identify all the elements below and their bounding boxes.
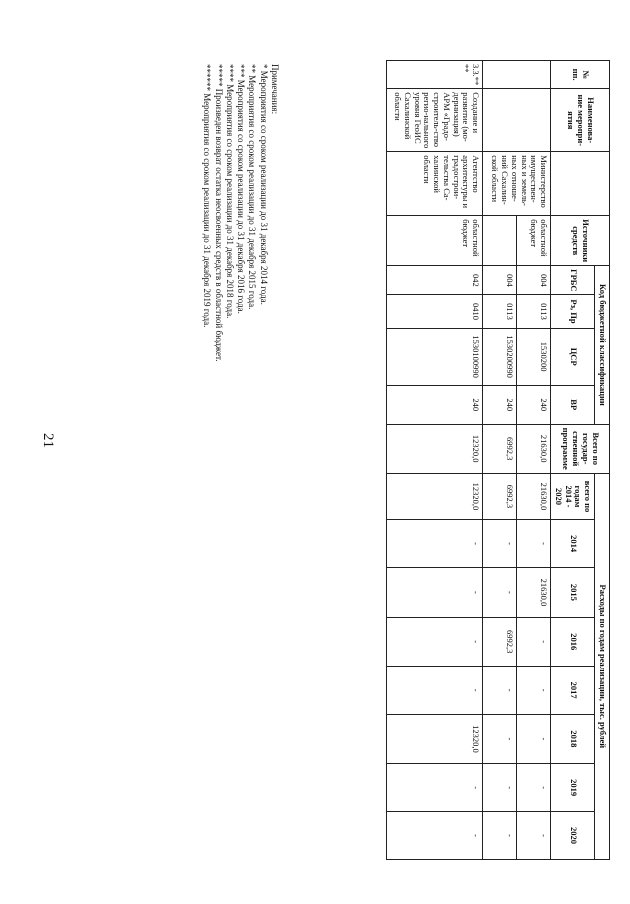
cell-y2018: - xyxy=(517,714,551,764)
header-y2018: 2018 xyxy=(551,714,595,764)
header-expenses: Расходы по годам реализации, тыс. рублей xyxy=(595,473,610,859)
note-item: **** Мероприятия со сроком реализации до 31 декабря 2018 года. xyxy=(225,64,235,319)
cell-grbs: 004 xyxy=(517,266,551,295)
header-budget-code: Код бюджетной классификации xyxy=(595,266,610,425)
header-name: Наименова-ние меропри-ятия xyxy=(551,89,610,152)
notes xyxy=(201,64,280,784)
cell-y2019: - xyxy=(387,764,483,812)
cell-source xyxy=(483,216,517,266)
header-y2017: 2017 xyxy=(551,666,595,714)
table-row xyxy=(387,61,483,860)
note-item: *** Мероприятия со сроком реализации до 31 декабря 2016 года. xyxy=(236,64,247,314)
header-grbs: ГРБС xyxy=(551,266,595,295)
cell-y2015: - xyxy=(483,568,517,618)
header-y2015: 2015 xyxy=(551,568,595,618)
header-y2014: 2014 xyxy=(551,520,595,568)
notes-title: Примечания: xyxy=(270,64,280,115)
cell-vr: 240 xyxy=(517,385,551,424)
cell-csr: 1530200990 xyxy=(483,328,517,385)
cell-y2020: - xyxy=(483,812,517,860)
page-number: 21 xyxy=(40,433,56,448)
header-num: № пп. xyxy=(551,61,610,89)
header-executor xyxy=(551,152,610,216)
rotated-sheet xyxy=(70,60,610,860)
cell-rz: 0113 xyxy=(517,295,551,328)
header-csr: ЦСР xyxy=(551,328,595,385)
cell-grbs: 042 xyxy=(387,266,483,295)
cell-y2016: 6992,3 xyxy=(483,617,517,666)
cell-y2017: - xyxy=(483,666,517,714)
table-row xyxy=(517,61,551,860)
cell-grbs: 004 xyxy=(483,266,517,295)
cell-source: областной бюджет xyxy=(517,216,551,266)
cell-csr: 1530200 xyxy=(517,328,551,385)
header-total-years: всего по годам 2014 - 2020 xyxy=(551,473,595,519)
cell-y2015: - xyxy=(387,568,483,618)
cell-y2016: - xyxy=(387,617,483,666)
header-y2020: 2020 xyxy=(551,812,595,860)
cell-name xyxy=(483,89,551,152)
cell-y2018: 12320,0 xyxy=(387,714,483,764)
note-item: ***** Произведен возврат остатка неосвоенных средств в областной бюджет. xyxy=(213,64,224,362)
cell-y2017: - xyxy=(517,666,551,714)
cell-executor: Министерство имуществен-ных и земель-ных отноше-ний Сахалин-ской области xyxy=(483,152,551,216)
cell-executor: Агентство архитектуры и градострои-тельства Са-халинской области xyxy=(387,152,483,216)
cell-total-years: 12320,0 xyxy=(387,473,483,519)
note-item: ****** Мероприятия со сроком реализации до 31 декабря 2019 года. xyxy=(202,64,213,328)
header-y2016: 2016 xyxy=(551,617,595,666)
cell-total-program: 6992,3 xyxy=(483,424,517,473)
cell-rz: 0113 xyxy=(483,295,517,328)
cell-total-years: 21630,0 xyxy=(517,473,551,519)
cell-csr: 1530100990 xyxy=(387,328,483,385)
cell-y2019: - xyxy=(517,764,551,812)
cell-y2019: - xyxy=(483,764,517,812)
cell-y2017: - xyxy=(387,666,483,714)
cell-num: 3.3.** ** xyxy=(387,61,483,89)
cell-y2014: - xyxy=(517,520,551,568)
cell-y2015: 21630,0 xyxy=(517,568,551,618)
cell-y2020: - xyxy=(517,812,551,860)
cell-total-program: 21630,0 xyxy=(517,424,551,473)
cell-vr: 240 xyxy=(387,385,483,424)
cell-num xyxy=(483,61,551,89)
header-y2019: 2019 xyxy=(551,764,595,812)
cell-y2018: - xyxy=(483,714,517,764)
cell-y2014: - xyxy=(483,520,517,568)
cell-source: областной бюджет xyxy=(387,216,483,266)
cell-total-program: 12320,0 xyxy=(387,424,483,473)
header-vr: ВР xyxy=(551,385,595,424)
header-rz: Рз, Пр xyxy=(551,295,595,328)
header-source: Источники средств xyxy=(551,216,610,266)
cell-name: Создание и развитие (мо-дернизация) АРМ «Градо-строитель-ство регио-нального уровня ГеоИС Сахалинской области xyxy=(387,89,483,152)
note-item: * Мероприятия со сроком реализации до 31 декабря 2014 года. xyxy=(258,64,269,305)
cell-y2014: - xyxy=(387,520,483,568)
cell-rz: 0410 xyxy=(387,295,483,328)
header-total-program: Всего по государ-ственной программе xyxy=(551,424,610,473)
budget-table xyxy=(386,60,610,860)
cell-total-years: 6992,3 xyxy=(483,473,517,519)
cell-y2020: - xyxy=(387,812,483,860)
note-item: ** Мероприятия со сроком реализации до 31 декабря 2015 года. xyxy=(247,64,258,310)
cell-y2016: - xyxy=(517,617,551,666)
cell-vr: 240 xyxy=(483,385,517,424)
